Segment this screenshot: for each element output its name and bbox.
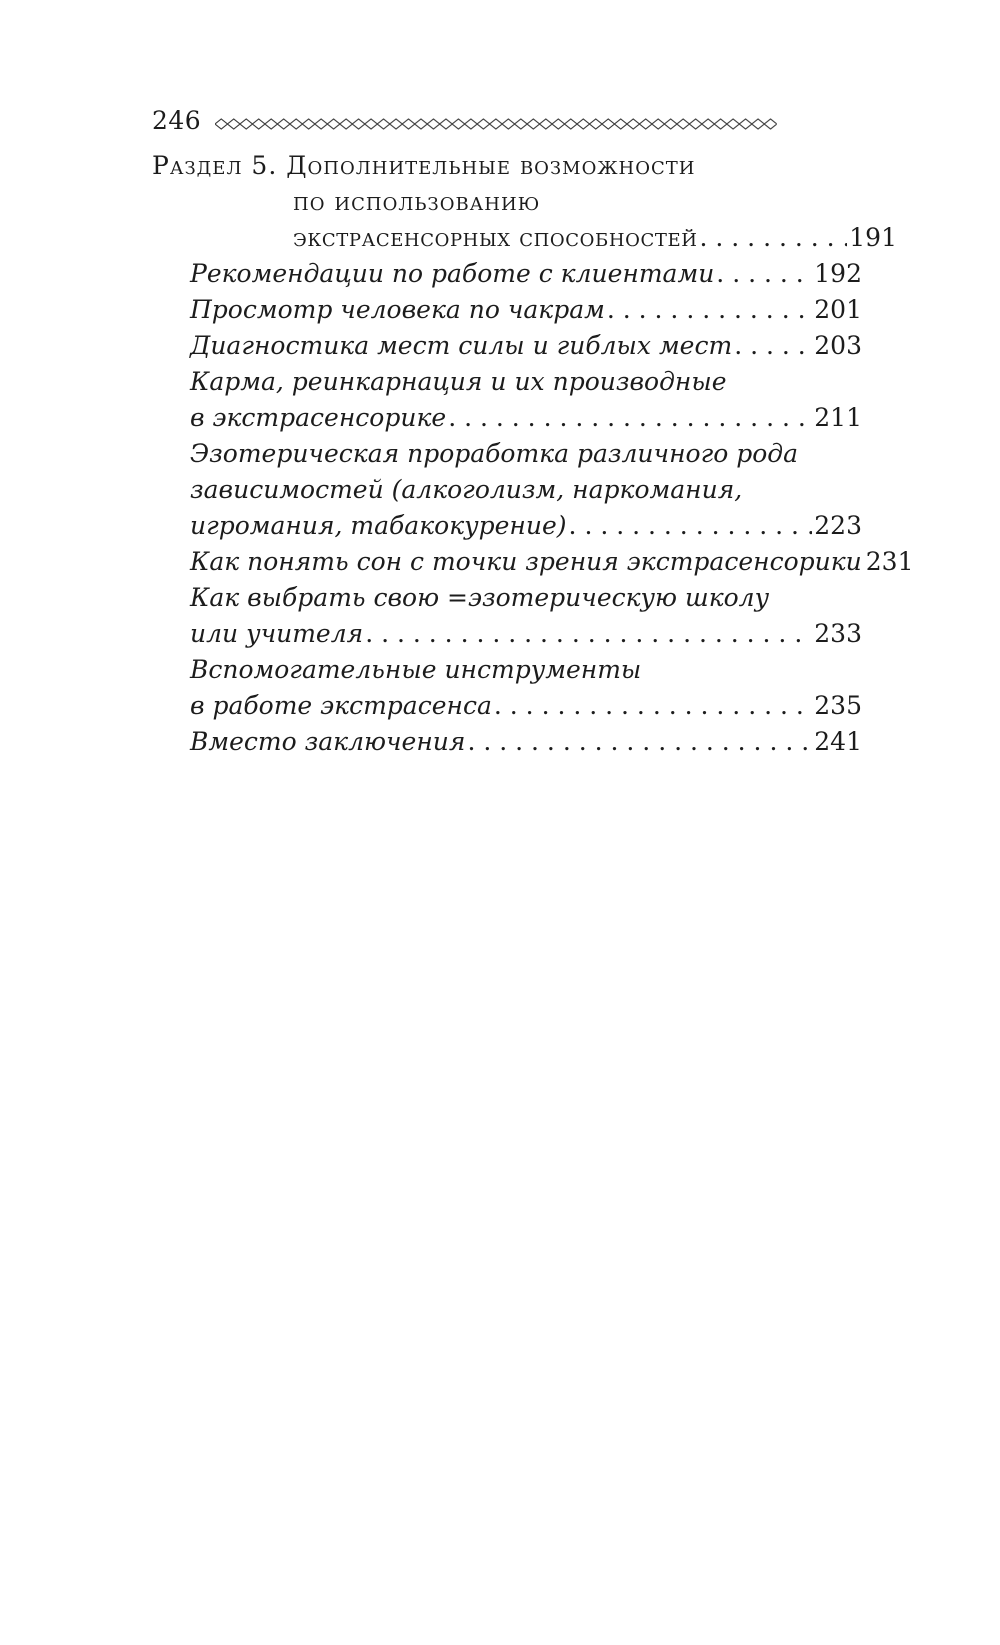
toc-entry[interactable] bbox=[190, 328, 862, 364]
toc-entry-page-number: 192 bbox=[814, 259, 862, 288]
section-title-line: Раздел 5. Дополнительные возможности bbox=[152, 151, 696, 180]
dot-leader bbox=[734, 328, 812, 364]
toc-entry-last-line bbox=[190, 544, 914, 580]
dot-leader bbox=[607, 292, 812, 328]
dot-leader bbox=[448, 400, 812, 436]
toc-entry[interactable] bbox=[190, 580, 862, 652]
toc-entry-page-number: 203 bbox=[814, 331, 862, 360]
toc-entry-page-number: 235 bbox=[814, 691, 862, 720]
section-page-number: 191 bbox=[849, 223, 897, 252]
dot-leader bbox=[365, 616, 812, 652]
toc-entry-last-line bbox=[190, 328, 862, 364]
toc-entry-last-line bbox=[190, 724, 862, 760]
toc-entry[interactable] bbox=[190, 364, 862, 436]
toc-entry-title-line: в работе экстрасенса bbox=[190, 691, 492, 720]
toc-entries bbox=[190, 256, 914, 760]
decorative-border-ornament bbox=[215, 118, 777, 130]
toc-entry[interactable] bbox=[190, 256, 862, 292]
toc-entry[interactable] bbox=[190, 292, 862, 328]
toc-entry-page-number: 201 bbox=[814, 295, 862, 324]
toc-entry-page-number: 223 bbox=[814, 511, 862, 540]
toc-entry[interactable] bbox=[190, 436, 862, 544]
toc-entry-page-number: 233 bbox=[814, 619, 862, 648]
toc-entry-page-number: 241 bbox=[814, 727, 862, 756]
toc-entry-last-line bbox=[190, 292, 862, 328]
dot-leader bbox=[467, 724, 812, 760]
dot-leader bbox=[700, 220, 848, 256]
dot-leader bbox=[569, 508, 813, 544]
toc-entry-title-line: Эзотерическая проработка различного рода bbox=[190, 439, 799, 468]
toc-entry-last-line bbox=[190, 256, 862, 292]
toc-entry-last-line bbox=[190, 688, 862, 724]
toc-entry-title-line: Вспомогательные инструменты bbox=[190, 655, 642, 684]
toc-entry-title-line: игромания, табакокурение) bbox=[190, 511, 567, 540]
toc-entry-last-line bbox=[190, 400, 862, 436]
toc-entry-title-line: Как понять сон с точки зрения экстрасенсорики bbox=[190, 547, 862, 576]
toc-entry-page-number: 211 bbox=[814, 403, 862, 432]
toc-entry-last-line bbox=[190, 508, 862, 544]
toc-entry-title-line: или учителя bbox=[190, 619, 364, 648]
page-number: 246 bbox=[152, 106, 202, 135]
toc-entry-last-line bbox=[190, 616, 862, 652]
toc-entry-title-line: Вместо заключения bbox=[190, 727, 466, 756]
toc-entry-title-line: Карма, реинкарнация и их производные bbox=[190, 367, 727, 396]
toc-entry-title-line: зависимостей (алкоголизм, наркомания, bbox=[190, 475, 743, 504]
toc-entry[interactable] bbox=[190, 652, 862, 724]
dot-leader bbox=[716, 256, 812, 292]
toc-entry-title-line: Диагностика мест силы и гиблых мест bbox=[190, 331, 733, 360]
toc-entry-title-line: Рекомендации по работе с клиентами bbox=[190, 259, 715, 288]
toc-entry-title-line: в экстрасенсорике bbox=[190, 403, 447, 432]
running-header bbox=[152, 103, 777, 139]
toc-entry[interactable] bbox=[190, 544, 914, 580]
toc-section-heading bbox=[152, 148, 897, 256]
toc-entry-page-number: 231 bbox=[865, 547, 914, 576]
dot-leader bbox=[494, 688, 812, 724]
section-title-last-line bbox=[152, 220, 897, 256]
toc-entry-title-line: Как выбрать свою =эзотерическую школу bbox=[190, 583, 770, 612]
toc-entry-title-line: Просмотр человека по чакрам bbox=[190, 295, 605, 324]
toc-entry[interactable] bbox=[190, 724, 862, 760]
section-title-line: экстрасенсорных способностей bbox=[293, 223, 698, 252]
section-title-line: по использованию bbox=[293, 187, 541, 216]
